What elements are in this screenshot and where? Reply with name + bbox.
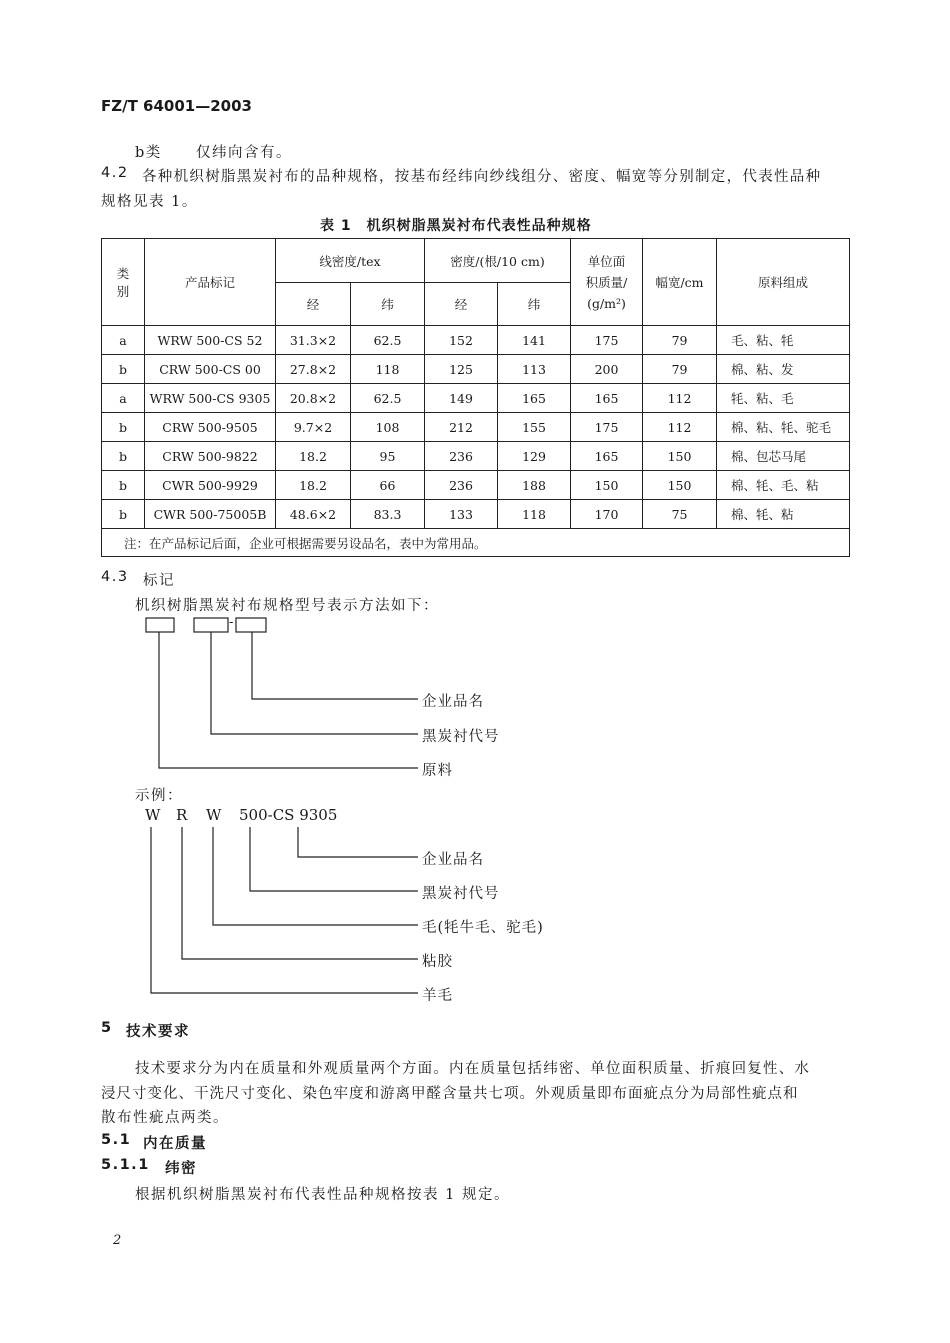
section-5-1-1-number: 5.1.1	[101, 1157, 150, 1173]
section-5-para-line1: 技术要求分为内在质量和外观质量两个方面。内在质量包括纬密、单位面积质量、折痕回复性、水	[135, 1061, 811, 1077]
header-linear-density: 线密度/tex	[276, 239, 425, 283]
table-row: b CRW 500-CS 00 27.8×2 118 125 113 200 79 棉、粘、发	[102, 355, 850, 384]
example-label-charcoal-code: 黑炭衬代号	[422, 886, 500, 902]
label-enterprise-name: 企业品名	[422, 694, 484, 710]
section-5-1-1-text: 根据机织树脂黑炭衬布代表性品种规格按表 1 规定。	[135, 1187, 510, 1203]
section-4-3-title: 标记	[143, 573, 175, 589]
table-note: 注：在产品标记后面，企业可根据需要另设品名，表中为常用品。	[102, 529, 850, 557]
leader-line	[159, 632, 418, 768]
marking-dash: -	[229, 615, 234, 630]
section-5-1-1-title: 纬密	[165, 1161, 197, 1177]
table-caption: 表 1 机织树脂黑炭衬布代表性品种规格	[320, 218, 592, 234]
example-label-viscose: 粘胶	[422, 954, 453, 970]
section-4-2-line1: 各种机织树脂黑炭衬布的品种规格，按基布经纬向纱线组分、密度、幅宽等分别制定，代表性品种	[142, 169, 822, 185]
standard-code: FZ/T 64001—2003	[101, 97, 252, 115]
header-mass: 单位面 积质量/ (g/m²)	[571, 239, 643, 326]
example-label: 示例：	[135, 788, 183, 804]
example-letter-r: R	[176, 806, 188, 824]
table-row: b CRW 500-9822 18.2 95 236 129 165 150 棉、包芯马尾	[102, 442, 850, 471]
section-4-2-line2: 规格见表 1。	[101, 194, 198, 210]
para-b-text: 仅纬向含有。	[196, 145, 292, 161]
table-row: a WRW 500-CS 9305 20.8×2 62.5 149 165 165 112 牦、粘、毛	[102, 384, 850, 413]
box-name	[236, 618, 266, 632]
example-label-hair: 毛(牦牛毛、驼毛)	[422, 920, 544, 936]
leader-line	[211, 632, 418, 734]
section-4-2-number: 4.2	[101, 165, 129, 181]
leader-line	[182, 827, 418, 959]
box-code	[194, 618, 228, 632]
leader-line	[250, 827, 418, 891]
header-d-warp: 经	[425, 283, 498, 326]
page-number: 2	[113, 1233, 122, 1248]
header-product: 产品标记	[145, 239, 276, 326]
leader-line	[151, 827, 418, 993]
box-material	[146, 618, 174, 632]
section-5-para-line3: 散布性疵点两类。	[101, 1110, 229, 1126]
example-code: 500-CS 9305	[239, 806, 338, 824]
leader-line	[213, 827, 418, 925]
section-5-number: 5	[101, 1020, 113, 1036]
section-4-3-intro: 机织树脂黑炭衬布规格型号表示方法如下：	[135, 598, 439, 614]
header-material: 原料组成	[717, 239, 850, 326]
section-5-para-line2: 浸尺寸变化、干洗尺寸变化、染色牢度和游离甲醛含量共七项。外观质量即布面疵点分为局部性疵点和	[101, 1086, 799, 1102]
leader-line	[298, 827, 418, 857]
section-5-1-number: 5.1	[101, 1132, 132, 1148]
section-5-1-title: 内在质量	[143, 1136, 207, 1152]
header-category: 类 别	[102, 239, 145, 326]
example-letter-w: W	[145, 806, 161, 824]
para-b-label: b类	[135, 145, 162, 161]
leader-line	[252, 632, 418, 699]
section-5-title: 技术要求	[126, 1024, 190, 1040]
header-ld-weft: 纬	[351, 283, 425, 326]
example-letter-w2: W	[206, 806, 222, 824]
header-density: 密度/(根/10 cm)	[425, 239, 571, 283]
table-row: b CWR 500-9929 18.2 66 236 188 150 150 棉、牦、毛、粘	[102, 471, 850, 500]
table-row: b CWR 500-75005B 48.6×2 83.3 133 118 170 75 棉、牦、粘	[102, 500, 850, 529]
table-row: b CRW 500-9505 9.7×2 108 212 155 175 112 棉、粘、牦、驼毛	[102, 413, 850, 442]
header-ld-warp: 经	[276, 283, 351, 326]
label-charcoal-code: 黑炭衬代号	[422, 729, 500, 745]
header-width: 幅宽/cm	[643, 239, 717, 326]
label-material: 原料	[422, 763, 453, 779]
table-row: a WRW 500-CS 52 31.3×2 62.5 152 141 175 79 毛、粘、牦	[102, 326, 850, 355]
example-label-wool: 羊毛	[422, 988, 453, 1004]
section-4-3-number: 4.3	[101, 569, 129, 585]
header-d-weft: 纬	[498, 283, 571, 326]
example-label-enterprise-name: 企业品名	[422, 852, 484, 868]
